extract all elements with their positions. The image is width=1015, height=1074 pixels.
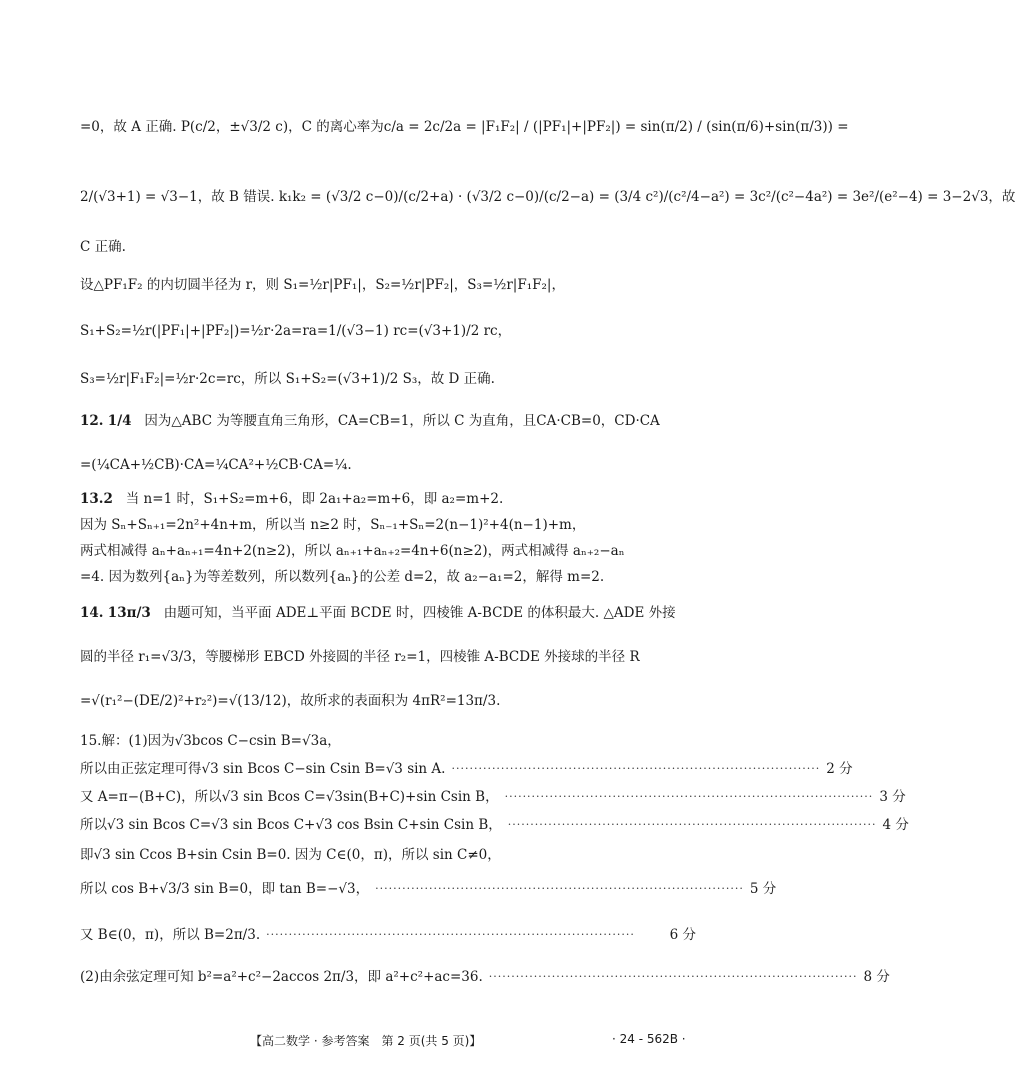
question-number: 12. bbox=[80, 413, 104, 429]
text-line: C 正确. bbox=[80, 239, 126, 255]
text-line: S₁+S₂=½r(|PF₁|+|PF₂|)=½r·2a=ra=1/(√3−1) rc=(√3+1)/2 rc， bbox=[80, 323, 512, 339]
text-line: 即√3 sin Ccos B+sin Csin B=0. 因为 C∈(0，π)，所以 sin C≠0， bbox=[80, 847, 501, 863]
question-14 bbox=[80, 604, 676, 622]
line-segment: =0，故 A 正确. P( bbox=[80, 119, 196, 135]
text-line: =4. 因为数列{aₙ}为等差数列，所以数列{aₙ}的公差 d=2，故 a₂−a₁=2，解得 m=2. bbox=[80, 569, 605, 585]
text-line: 因为 Sₙ+Sₙ₊₁=2n²+4n+m，所以当 n≥2 时，Sₙ₋₁+Sₙ=2(n−1)²+4(n−1)+m， bbox=[80, 517, 586, 533]
leader-dots: ·················································································· bbox=[451, 762, 821, 775]
leader-dots: ·················································································· bbox=[266, 928, 635, 941]
text-line: 圆的半径 r₁=√3/3，等腰梯形 EBCD 外接圆的半径 r₂=1，四棱锥 A-BCDE 外接球的半径 R bbox=[80, 649, 640, 665]
scored-step bbox=[80, 760, 853, 778]
leader-dots: ·················································································· bbox=[488, 970, 858, 983]
step-text: 所以√3 sin Bcos C=√3 sin Bcos C+√3 cos Bsin C+sin Csin B， bbox=[80, 817, 502, 833]
text-line: =√(r₁²−(DE/2)²+r₂²)=√(13/12)，故所求的表面积为 4πR²=13π/3. bbox=[80, 693, 501, 709]
step-text: 所以 cos B+√3/3 sin B=0，即 tan B=−√3， bbox=[80, 881, 370, 897]
leader-dots: ·················································································· bbox=[504, 790, 874, 803]
question-13 bbox=[80, 490, 503, 508]
solution-text: 因为△ABC 为等腰直角三角形，CA=CB=1，所以 C 为直角，且CA·CB=0，CD·CA bbox=[144, 413, 660, 429]
footer-code: · 24 - 562B · bbox=[612, 1032, 686, 1046]
solution-text: 由题可知，当平面 ADE⊥平面 BCDE 时，四棱锥 A-BCDE 的体积最大. △ADE 外接 bbox=[163, 605, 676, 621]
step-points: 8 分 bbox=[863, 969, 890, 985]
step-points: 2 分 bbox=[826, 761, 853, 777]
step-text: (2)由余弦定理可知 b²=a²+c²−2accos 2π/3，即 a²+c²+ac=36. bbox=[80, 969, 483, 985]
footer-title: 【高二数学 · 参考答案 第 2 页(共 5 页)】 bbox=[250, 1034, 482, 1048]
question-number: 14. bbox=[80, 605, 104, 621]
step-text: 又 B∈(0，π)，所以 B=2π/3. bbox=[80, 927, 261, 943]
equation: 2/(√3+1) = √3−1，故 B 错误. k₁k₂ = bbox=[80, 189, 322, 205]
answer: 1/4 bbox=[107, 413, 132, 429]
scored-step bbox=[80, 816, 909, 834]
step-points: 5 分 bbox=[749, 881, 777, 897]
text-line: 两式相减得 aₙ+aₙ₊₁=4n+2(n≥2)，所以 aₙ₊₁+aₙ₊₂=4n+6(n≥2)，两式相减得 aₙ₊₂−aₙ bbox=[80, 543, 625, 559]
step-text: 又 A=π−(B+C)，所以√3 sin Bcos C=√3sin(B+C)+sin Csin B， bbox=[80, 789, 499, 805]
scored-step bbox=[80, 926, 696, 944]
text-line: S₃=½r|F₁F₂|=½r·2c=rc，所以 S₁+S₂=(√3+1)/2 S₃，故 D 正确. bbox=[80, 371, 495, 387]
question-12 bbox=[80, 412, 660, 430]
leader-dots: ·················································································· bbox=[375, 882, 744, 895]
step-points: 4 分 bbox=[882, 817, 909, 833]
step-text: 所以由正弦定理可得√3 sin Bcos C−sin Csin B=√3 sin A. bbox=[80, 761, 446, 777]
scored-step bbox=[80, 880, 777, 898]
equation: (√3/2 c−0)/(c/2+a) · (√3/2 c−0)/(c/2−a) = (3/4 c²)/(c²/4−a²) = 3c²/(c²−4a²) = 3e²/(e²−4) = 3−2√3，故 bbox=[325, 189, 1015, 205]
text-line: =(¼CA+½CB)·CA=¼CA²+½CB·CA=¼. bbox=[80, 457, 352, 473]
text-line bbox=[80, 188, 1015, 206]
leader-dots: ·················································································· bbox=[507, 818, 877, 831]
line-segment: ，C 的离心率为 bbox=[288, 119, 384, 135]
equation: c/a = 2c/2a = |F₁F₂| / (|PF₁|+|PF₂|) = sin(π/2) / (sin(π/6)+sin(π/3)) = bbox=[383, 119, 849, 135]
text-line bbox=[80, 118, 849, 136]
scored-step bbox=[80, 788, 906, 806]
step-points: 3 分 bbox=[879, 789, 906, 805]
scored-step bbox=[80, 968, 890, 986]
question-15: 15.解：(1)因为√3bcos C−csin B=√3a， bbox=[80, 733, 341, 749]
answer: 13π/3 bbox=[107, 605, 151, 621]
solution-text: 当 n=1 时，S₁+S₂=m+6，即 2a₁+a₂=m+6，即 a₂=m+2. bbox=[125, 491, 504, 507]
line-segment: c/2，±√3/2 c) bbox=[195, 119, 289, 135]
text-line: 设△PF₁F₂ 的内切圆半径为 r，则 S₁=½r|PF₁|，S₂=½r|PF₂|，S₃=½r|F₁F₂|， bbox=[80, 277, 565, 293]
step-points: 6 分 bbox=[669, 927, 696, 943]
question-number: 13.2 bbox=[80, 491, 113, 507]
